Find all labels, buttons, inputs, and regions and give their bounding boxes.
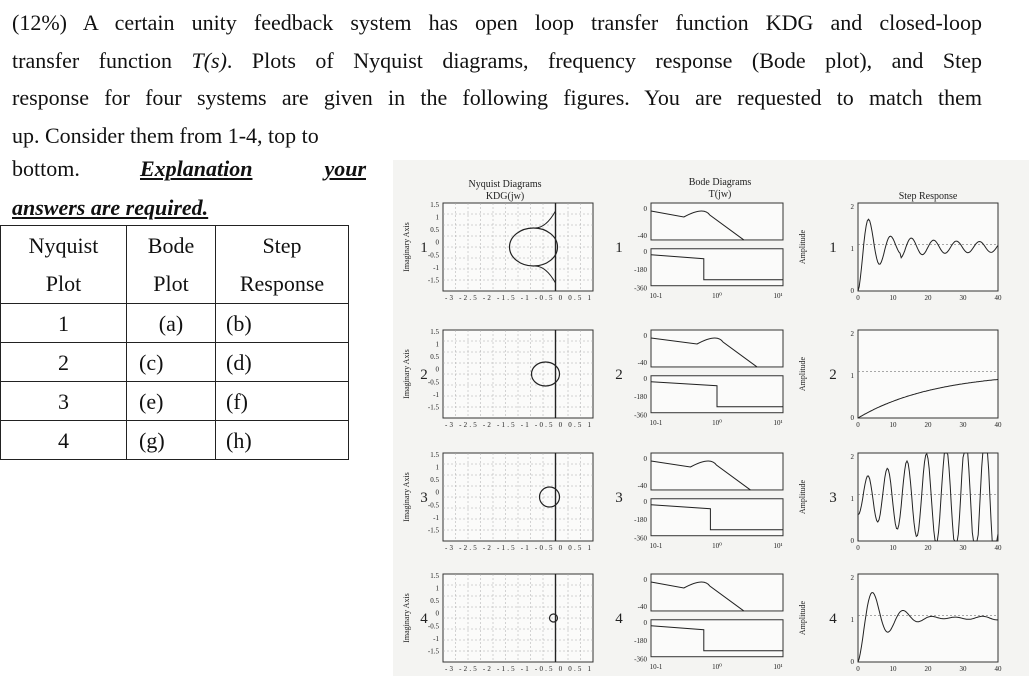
nyquist-ytick: -1 (433, 263, 439, 272)
bode-mag-tick: -40 (637, 231, 647, 240)
bode-magnitude-frame (651, 203, 783, 240)
bode-mag-tick: -40 (637, 481, 647, 490)
step-frame (858, 453, 998, 541)
step-ytick: 0 (850, 658, 854, 666)
nyquist-xticks: -3 -2.5 -2 -1.5 -1 -0.5 0 0.5 1 (445, 544, 591, 552)
step-ytick: 0 (850, 537, 854, 545)
header-response: Response (216, 265, 349, 304)
table-cell: (b) (216, 304, 349, 343)
table-row (1, 382, 349, 421)
plots-figure (393, 160, 1029, 676)
bode-title: Bode Diagrams (688, 177, 752, 188)
nyquist-subtitle: KDG(jw) (485, 191, 525, 202)
step-xtick: 40 (994, 665, 1002, 673)
question-text (12, 4, 982, 154)
nyquist-ytick: -1.5 (427, 647, 439, 656)
bode-xtick: 10⁰ (712, 663, 722, 671)
bode-phase-tick: 0 (643, 618, 647, 627)
step-xtick: 20 (924, 665, 932, 673)
step-xtick: 10 (889, 421, 897, 429)
header-plot: Plot (1, 265, 127, 304)
nyquist-ytick: 1 (435, 213, 439, 222)
step-ytick: 0 (850, 287, 854, 295)
nyquist-ytick: -0.5 (427, 501, 439, 510)
step-xtick: 10 (889, 665, 897, 673)
table-row (1, 343, 349, 382)
nyquist-ytick: -1 (433, 390, 439, 399)
step-ytick: 1 (850, 495, 854, 503)
nyquist-ytick: -0.5 (427, 251, 439, 260)
step-frame (858, 330, 998, 418)
nyquist-ytick: -0.5 (427, 622, 439, 631)
step-xtick: 30 (959, 294, 967, 302)
nyquist-row-number: 3 (420, 490, 428, 506)
bode-xtick: 10⁰ (712, 542, 722, 550)
bode-phase-tick: -180 (634, 393, 647, 402)
table-cell: (d) (216, 343, 349, 382)
bode-xtick: 10¹ (773, 419, 783, 427)
bode-phase-tick: -180 (634, 266, 647, 275)
nyquist-title: Nyquist Diagrams (468, 179, 542, 190)
step-ylabel: Amplitude (798, 229, 807, 265)
step-xtick: 40 (994, 294, 1002, 302)
bode-xtick: 10¹ (773, 663, 783, 671)
step-frame (858, 574, 998, 662)
explanation-required: Explanation your (140, 156, 366, 181)
nyquist-ytick: 0.5 (430, 476, 439, 485)
step-ylabel: Amplitude (798, 356, 807, 392)
bode-xtick: 10-1 (649, 292, 663, 300)
nyquist-ytick: 0 (435, 365, 439, 374)
bode-xtick: 10-1 (649, 419, 663, 427)
header-step: Step (216, 226, 349, 265)
nyquist-ytick: -1.5 (427, 526, 439, 535)
table-cell: 2 (1, 343, 127, 382)
bode-mag-tick: -40 (637, 602, 647, 611)
nyquist-ylabel: Imaginary Axis (402, 349, 411, 399)
step-row-number: 4 (829, 611, 837, 627)
table-cell: (a) (127, 304, 216, 343)
table-cell: 3 (1, 382, 127, 421)
nyquist-ylabel: Imaginary Axis (402, 472, 411, 522)
question-line-4: up. Consider them from 1-4, top to (12, 122, 319, 148)
step-ytick: 2 (850, 453, 854, 461)
bode-xtick: 10⁰ (712, 292, 722, 300)
nyquist-ytick: -0.5 (427, 378, 439, 387)
nyquist-xticks: -3 -2.5 -2 -1.5 -1 -0.5 0 0.5 1 (445, 294, 591, 302)
bode-magnitude-frame (651, 330, 783, 367)
bode-phase-tick: -180 (634, 516, 647, 525)
step-row-number: 2 (829, 367, 837, 383)
answers-required: answers are required. (12, 195, 209, 220)
step-row-number: 1 (829, 240, 837, 256)
nyquist-ytick: 0 (435, 609, 439, 618)
header-bode: Bode (127, 226, 216, 265)
question-line-1: (12%) A certain unity feedback system has open loop transfer function KDG and closed-loop (12, 10, 982, 35)
step-xtick: 10 (889, 294, 897, 302)
nyquist-row-number: 1 (420, 240, 428, 256)
step-xtick: 20 (924, 544, 932, 552)
nyquist-xticks: -3 -2.5 -2 -1.5 -1 -0.5 0 0.5 1 (445, 665, 591, 673)
bode-xtick: 10⁰ (712, 419, 722, 427)
nyquist-ytick: 0.5 (430, 226, 439, 235)
step-xtick: 20 (924, 294, 932, 302)
step-xtick: 20 (924, 421, 932, 429)
bode-subtitle: T(jw) (708, 189, 732, 200)
bode-row-number: 3 (615, 490, 623, 506)
nyquist-ytick: -1 (433, 513, 439, 522)
step-ytick: 1 (850, 616, 854, 624)
question-line-5: bottom. (12, 156, 80, 181)
bode-mag-tick: 0 (643, 205, 647, 213)
step-xtick: 0 (856, 421, 860, 429)
header-nyquist: Nyquist (1, 226, 127, 265)
step-title: Step Response (898, 191, 958, 202)
step-ylabel: Amplitude (798, 479, 807, 515)
bode-xtick: 10¹ (773, 292, 783, 300)
step-xtick: 40 (994, 421, 1002, 429)
answer-table (0, 225, 349, 460)
step-xtick: 30 (959, 665, 967, 673)
nyquist-ytick: 0 (435, 488, 439, 497)
nyquist-ytick: -1.5 (427, 276, 439, 285)
nyquist-ytick: 1 (435, 584, 439, 593)
question-line-2: transfer function T(s). Plots of Nyquist diagrams, frequency response (Bode plot), and Step (12, 47, 983, 73)
bode-mag-tick: -40 (637, 358, 647, 367)
nyquist-ytick: 1.5 (430, 201, 439, 209)
step-xtick: 30 (959, 421, 967, 429)
nyquist-ylabel: Imaginary Axis (402, 222, 411, 272)
bode-phase-tick: 0 (643, 497, 647, 506)
step-ytick: 0 (850, 414, 854, 422)
nyquist-xticks: -3 -2.5 -2 -1.5 -1 -0.5 0 0.5 1 (445, 421, 591, 429)
bode-mag-tick: 0 (643, 332, 647, 340)
bode-phase-tick: -180 (634, 637, 647, 646)
step-ytick: 1 (850, 372, 854, 380)
table-cell: (c) (127, 343, 216, 382)
table-header-row-1 (1, 226, 349, 265)
table-cell: (g) (127, 421, 216, 460)
table-row (1, 421, 349, 460)
bode-mag-tick: 0 (643, 455, 647, 463)
bode-phase-tick: 0 (643, 374, 647, 383)
nyquist-ytick: 1 (435, 463, 439, 472)
table-cell: 4 (1, 421, 127, 460)
bode-xtick: 10¹ (773, 542, 783, 550)
bode-magnitude-frame (651, 574, 783, 611)
nyquist-row-number: 4 (420, 611, 428, 627)
bode-row-number: 1 (615, 240, 623, 256)
bode-xtick: 10-1 (649, 663, 663, 671)
step-xtick: 40 (994, 544, 1002, 552)
step-ytick: 2 (850, 203, 854, 211)
bode-xtick: 10-1 (649, 542, 663, 550)
table-cell: (h) (216, 421, 349, 460)
nyquist-ytick: 0 (435, 238, 439, 247)
table-header-row-2 (1, 265, 349, 304)
step-ytick: 2 (850, 574, 854, 582)
step-ytick: 2 (850, 330, 854, 338)
bode-phase-tick: -360 (634, 655, 647, 664)
step-xtick: 30 (959, 544, 967, 552)
nyquist-ytick: -1 (433, 634, 439, 643)
nyquist-ylabel: Imaginary Axis (402, 593, 411, 643)
table-cell: (f) (216, 382, 349, 421)
nyquist-ytick: 0.5 (430, 353, 439, 362)
bode-phase-tick: 0 (643, 247, 647, 256)
bode-row-number: 2 (615, 367, 623, 383)
header-plot: Plot (127, 265, 216, 304)
nyquist-ytick: -1.5 (427, 403, 439, 412)
bode-mag-tick: 0 (643, 576, 647, 584)
table-cell: (e) (127, 382, 216, 421)
bode-phase-tick: -360 (634, 284, 647, 293)
nyquist-ytick: 1 (435, 340, 439, 349)
nyquist-ytick: 1.5 (430, 572, 439, 580)
table-row (1, 304, 349, 343)
bode-row-number: 4 (615, 611, 623, 627)
step-ytick: 1 (850, 245, 854, 253)
step-xtick: 0 (856, 294, 860, 302)
step-ylabel: Amplitude (798, 600, 807, 636)
bode-magnitude-frame (651, 453, 783, 490)
step-xtick: 0 (856, 544, 860, 552)
step-xtick: 0 (856, 665, 860, 673)
plots-figure-svg (393, 160, 1029, 676)
nyquist-ytick: 1.5 (430, 451, 439, 459)
step-row-number: 3 (829, 490, 837, 506)
table-cell: 1 (1, 304, 127, 343)
bode-phase-tick: -360 (634, 534, 647, 543)
question-line-3: response for four systems are given in the following figures. You are requested to match them (12, 85, 982, 110)
bode-phase-tick: -360 (634, 411, 647, 420)
nyquist-ytick: 0.5 (430, 597, 439, 606)
nyquist-ytick: 1.5 (430, 328, 439, 336)
step-xtick: 10 (889, 544, 897, 552)
nyquist-row-number: 2 (420, 367, 428, 383)
